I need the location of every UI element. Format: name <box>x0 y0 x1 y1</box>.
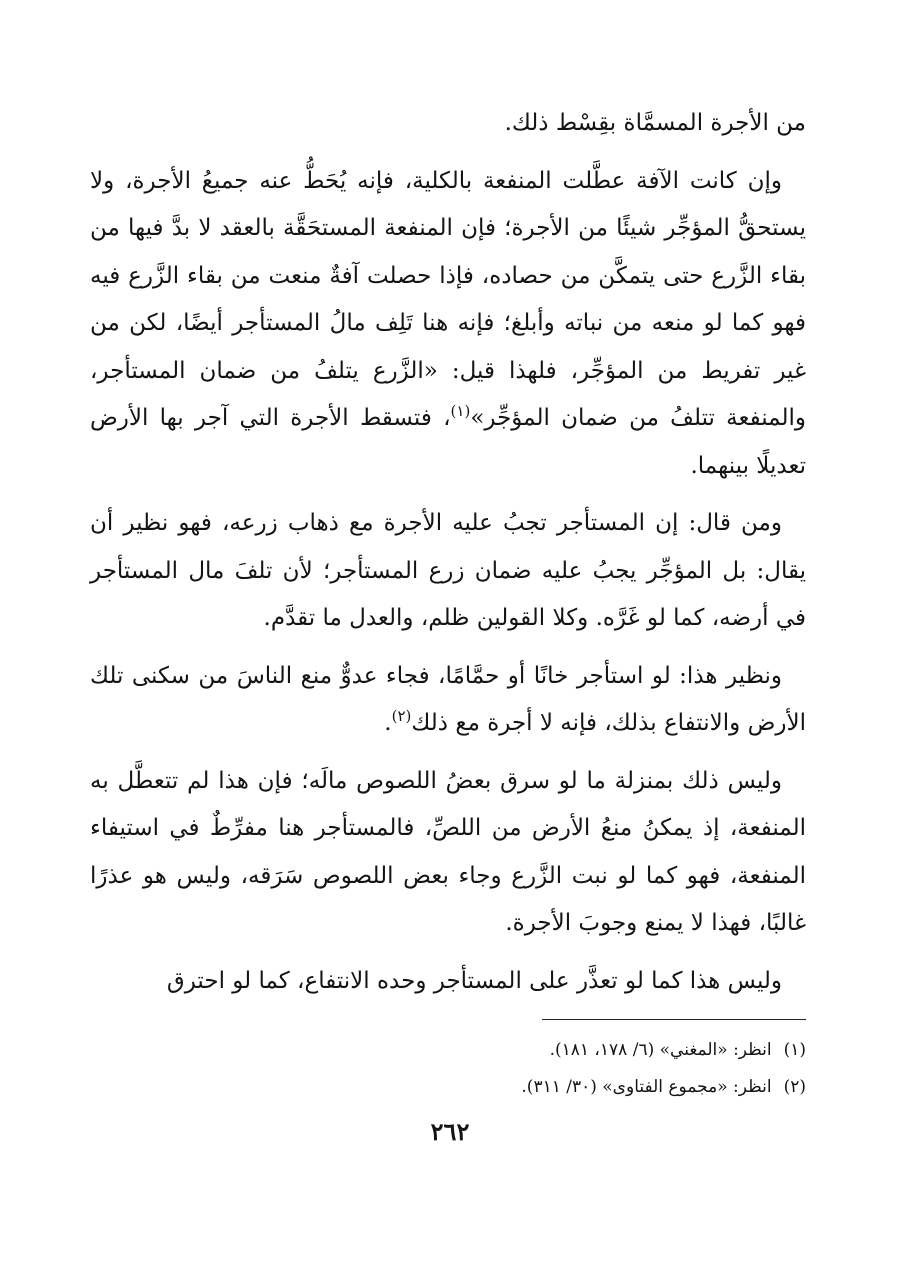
footnote-number: (١) <box>783 1040 806 1060</box>
paragraph-text: وليس هذا كما لو تعذَّر على المستأجر وحده الانتفاع، كما لو احترق <box>166 967 782 994</box>
footnote-number: (٢) <box>783 1077 806 1097</box>
paragraph-text-continued: ، فتسقط الأجرة التي آجر بها الأرض تعديلًا بينهما. <box>90 405 806 479</box>
footnote-marker: (١) <box>450 402 471 420</box>
footnote-marker: (٢) <box>391 707 412 725</box>
paragraph <box>90 100 806 148</box>
footnote-text: انظر: «مجموع الفتاوى» (٣٠/ ٣١١). <box>521 1077 772 1097</box>
paragraph <box>90 653 806 748</box>
main-text <box>90 100 806 1015</box>
footnote-item <box>90 1069 806 1106</box>
footnote-item <box>90 1032 806 1069</box>
paragraph <box>90 500 806 643</box>
paragraph-text: وإن كانت الآفة عطَّلت المنفعة بالكلية، فإنه يُحَطُّ عنه جميعُ الأجرة، ولا يستحقُّ المؤجِّر شيئًا من الأجرة؛ فإن المنفعة المستحَقَّة بالعقد لا بدَّ فيها من بقاء الزَّرع حتى يتمكَّن من حصاده، فإذا حصلت آفةٌ منعت من بقاء الزَّرع فيه فهو كما لو منعه من نباته وأبلغ؛ فإنه هنا تَلِف مالُ المستأجر أيضًا، لكن من غير تفريط من المؤجِّر، فلهذا قيل: «الزَّرع يتلفُ من ضمان المستأجر، والمنفعة تتلفُ من ضمان المؤجِّر» <box>90 167 806 431</box>
paragraph-text: ونظير هذا: لو استأجر خانًا أو حمَّامًا، فجاء عدوٌّ منع الناسَ من سكنى تلك الأرض والانتفاع بذلك، فإنه لا أجرة مع ذلك <box>90 662 806 736</box>
paragraph-text: وليس ذلك بمنزلة ما لو سرق بعضُ اللصوص مالَه؛ فإن هذا لم تتعطَّل به المنفعة، إذ يمكنُ منعُ الأرض من اللصِّ، فالمستأجر هنا مفرِّطٌ في استيفاء المنفعة، فهو كما لو نبت الزَّرع وجاء بعض اللصوص سَرَقه، وليس هو عذرًا غالبًا، فهذا لا يمنع وجوبَ الأجرة. <box>90 767 806 936</box>
paragraph <box>90 758 806 948</box>
paragraph-text-continued: . <box>384 710 392 736</box>
footnote-text: انظر: «المغني» (٦/ ١٧٨، ١٨١). <box>549 1040 772 1060</box>
page-number: ٢٦٢ <box>430 1117 470 1146</box>
paragraph-text: ومن قال: إن المستأجر تجبُ عليه الأجرة مع ذهاب زرعه، فهو نظير أن يقال: بل المؤجِّر يجبُ عليه ضمان زرع المستأجر؛ لأن تلفَ مال المستأجر في أرضه، كما لو غَرَّه. وكلا القولين ظلم، والعدل ما تقدَّم. <box>90 510 806 631</box>
footnote-separator <box>542 1019 806 1020</box>
paragraph <box>90 158 806 491</box>
paragraph <box>90 958 806 1006</box>
paragraph-text: من الأجرة المسمَّاة بقِسْط ذلك. <box>504 110 806 136</box>
footnotes <box>90 1032 806 1106</box>
